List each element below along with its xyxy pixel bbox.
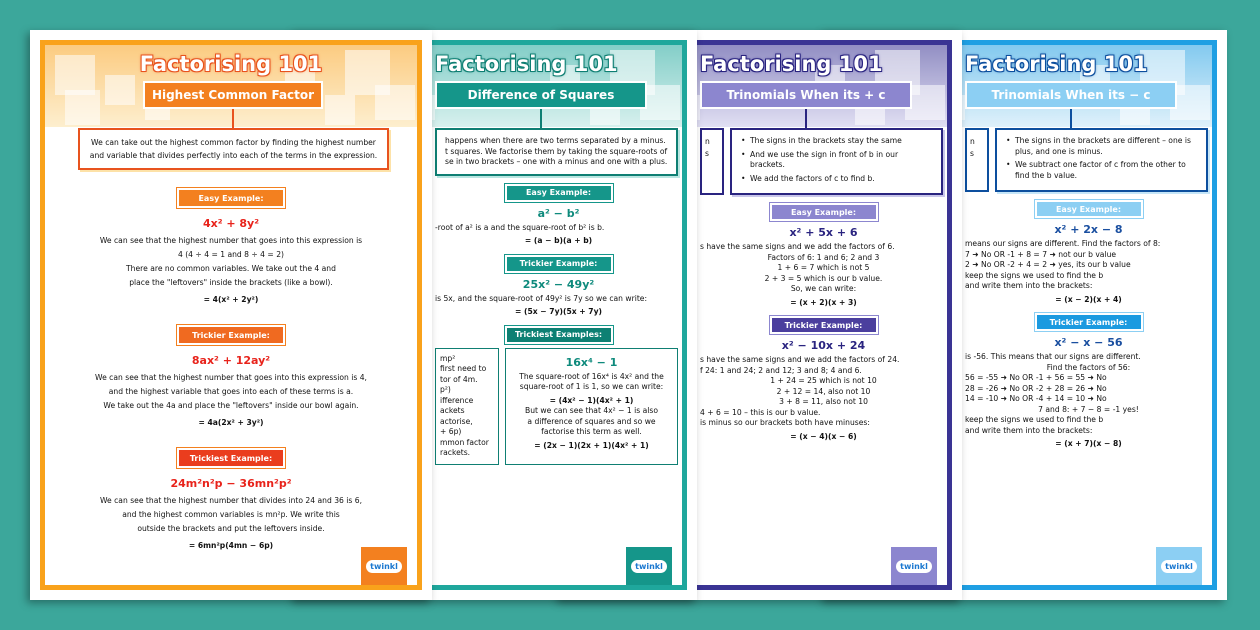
explanation-line: actorise, [440,416,473,426]
intro-box [435,128,678,176]
explanation-line: s have the same signs and we add the factors of 6. [700,242,895,251]
connector-line [1070,109,1072,128]
explanation-line: square-root of 1 is 1, so we can write: [519,382,664,391]
explanation-line: We take out the 4a and place the "leftovers" inside our bowl again. [103,401,359,410]
bullet-item: • The signs in the brackets are different – one is plus, and one is minus. [1005,136,1198,157]
explanation-line: = (2x − 1)(2x + 1)(4x² + 1) [534,440,649,450]
explanation-line: ackets [440,406,465,415]
worksheet-title: Factorising 101 [965,52,1148,76]
worksheet-content [965,128,1212,450]
explanation-line: 7 ➜ No OR -1 + 8 = 7 ➜ not our b value [965,249,1117,259]
worksheet-content [45,128,417,553]
answer: = (x − 2)(x + 4) [1055,294,1122,304]
expression: 25x² − 49y² [522,277,595,291]
subtitle-banner: Trinomials When its + c [700,81,912,109]
bullet-item: • And we use the sign in front of b in our brackets. [740,150,933,171]
explanation-line: 4 (4 ÷ 4 = 1 and 8 ÷ 4 = 2) [177,250,285,259]
expression: x² + 5x + 6 [789,226,858,239]
twinkl-logo-text: twinkl [366,560,402,573]
subtitle-banner: Difference of Squares [435,81,647,109]
decorative-square [65,90,100,125]
explanation-line: outside the brackets and put the leftovers inside. [137,524,325,533]
explanation-line: = (4x² − 1)(4x² + 1) [549,395,634,405]
side-line: n [970,137,975,146]
explanation-line: 7 and 8: + 7 − 8 = -1 yes! [1038,404,1139,414]
explanation-line: and the highest variable that goes into each of these terms is a. [108,387,354,396]
explanation-line: 4 + 6 = 10 – this is our b value. [700,407,821,417]
explanation-line: + 6p) [440,427,462,436]
answer: = 6mn²p(4mn − 6p) [188,541,274,550]
explanation-line: So, we can write: [790,284,857,293]
explanation-line: keep the signs we used to find the b [965,270,1104,280]
side-box [965,128,989,192]
explanation-line: tor of 4m. [440,374,478,384]
worksheet-highest-common-factor [30,30,432,600]
example-label: Trickier Example: [770,316,878,334]
explanation-line: factorise this term as well. [541,427,642,436]
side-box [700,128,724,195]
explanation-line: 28 = -26 ➜ No OR -2 + 28 = 26 ➜ No [965,383,1107,393]
explanation-line: means our signs are different. Find the factors of 8: [965,239,1161,248]
answer: = (x + 2)(x + 3) [790,297,857,307]
connector-line [805,109,807,128]
intro-line: We can take out the highest common factor by finding the highest number [91,138,376,147]
explanation-line: Factors of 6: 1 and 6; 2 and 3 [767,252,880,262]
intro-row [965,128,1208,192]
answer: = (5x − 7y)(5x + 7y) [514,307,603,316]
intro-line: t squares. We factorise them by taking the square-roots of [445,146,668,156]
explanation-line: mmon factor [440,437,489,447]
bullet-box [995,128,1208,192]
expression: 24m²n²p − 36mn²p² [170,477,292,490]
explanation-line: There are no common variables. We take out the 4 and [126,264,336,273]
side-line: s [705,149,709,158]
explanation-line: place the "leftovers" inside the brackets (like a bowl). [129,278,333,287]
subtitle-banner: Trinomials When its − c [965,81,1177,109]
answer: = (x + 7)(x − 8) [1055,439,1122,448]
connector-line [540,109,542,128]
example-label: Easy Example: [505,184,613,202]
explanation-line: and the highest common variables is mn²p. We write this [122,510,340,519]
explanation-line: 2 + 12 = 14, also not 10 [776,386,871,396]
expression: x² − x − 56 [1054,336,1123,349]
decorative-square [325,95,355,125]
connector-line [232,109,234,128]
expression: 4x² + 8y² [202,217,260,230]
twinkl-logo-text: twinkl [631,560,667,573]
explanation-line: a difference of squares and so we [527,416,656,426]
explanation-line: 56 = -55 ➜ No OR -1 + 56 = 55 ➜ No [965,373,1107,382]
intro-line: happens when there are two terms separated by a minus. [445,136,666,145]
example-box-left [435,348,499,465]
bullet-item: • We subtract one factor of c from the other to find the b value. [1005,160,1198,181]
explanation-line: ifference [440,395,474,405]
bullet-item: • The signs in the brackets stay the same [740,136,933,147]
explanation-line: 14 = -10 ➜ No OR -4 + 14 = 10 ➜ No [965,394,1107,403]
expression: 8ax² + 12ay² [191,354,271,367]
twinkl-logo [626,547,672,585]
intro-line: se in two brackets – one with a minus and one with a plus. [445,157,668,166]
bullet-item: • We add the factors of c to find b. [740,174,933,185]
explanation-line: We can see that the highest number that divides into 24 and 36 is 6, [99,496,363,505]
explanation-line: 16x⁴ − 1 [565,355,618,369]
explanation-line: The square-root of 16x⁴ is 4x² and the [519,371,664,381]
worksheet-frame [40,40,422,590]
explanation-line: Find the factors of 56: [1046,362,1131,372]
worksheet-title: Factorising 101 [700,52,883,76]
explanation-line: mp² [440,353,456,363]
explanation-line: p²) [440,385,451,394]
explanation-line: 1 + 24 = 25 which is not 10 [770,376,877,385]
bullet-box [730,128,943,195]
worksheet-title: Factorising 101 [139,52,323,76]
explanation-line: f 24: 1 and 24; 2 and 12; 3 and 8; 4 and 6. [700,365,862,375]
explanation-line: We can see that the highest number that goes into this expression is [99,236,363,245]
example-label: Trickiest Example: [177,448,285,468]
decorative-square [375,85,415,120]
example-box-right [505,348,678,465]
explanation-line: and write them into the brackets: [965,281,1093,290]
explanation-line: keep the signs we used to find the b [965,415,1104,424]
example-label: Trickiest Examples: [505,326,613,344]
explanation-line: first need to [440,364,487,373]
expression: x² − 10x + 24 [781,339,866,352]
explanation-line: and write them into the brackets: [965,425,1093,435]
worksheet-content [700,128,947,442]
explanation-line: 1 + 6 = 7 which is not 5 [777,263,870,272]
example-label: Easy Example: [1035,200,1143,218]
answer: = 4a(2x² + 3y²) [198,418,264,427]
worksheet-title: Factorising 101 [435,52,618,76]
example-label: Easy Example: [770,203,878,221]
example-label: Trickier Example: [1035,313,1143,331]
subtitle-banner: Highest Common Factor [143,81,323,109]
explanation-line: We can see that the highest number that goes into this expression is 4, [95,373,367,382]
expression: x² + 2x − 8 [1054,223,1123,236]
trickiest-examples [435,348,678,465]
intro-row [700,128,943,195]
explanation-line: s have the same signs and we add the factors of 24. [700,355,900,364]
decorative-square [105,75,135,105]
intro-box [78,128,389,170]
answer: = (a − b)(a + b) [524,236,593,245]
worksheet-content [435,128,682,465]
answer: = 4(x² + 2y²) [203,295,259,304]
answer: = (x − 4)(x − 6) [790,431,857,441]
explanation-line: 2 ➜ No OR -2 + 4 = 2 ➜ yes, its our b value [965,260,1131,269]
intro-line: and variable that divides perfectly into each of the terms in the expression. [89,151,378,160]
explanation-line: 2 + 3 = 5 which is our b value. [764,273,883,283]
example-label: Trickier Example: [505,255,613,273]
explanation-line: But we can see that 4x² − 1 is also [525,406,658,415]
explanation-line: is -56. This means that our signs are different. [965,352,1141,361]
example-label: Trickier Example: [177,325,285,345]
side-line: n [705,137,710,146]
expression: a² − b² [537,206,580,220]
twinkl-logo-text: twinkl [896,560,932,573]
twinkl-logo [361,547,407,585]
explanation-line: is minus so our brackets both have minuses: [700,418,870,427]
explanation-line: 3 + 8 = 11, also not 10 [779,397,868,406]
twinkl-logo-text: twinkl [1161,560,1197,573]
explanation-line: rackets. [440,448,471,457]
explanation-line: is 5x, and the square-root of 49y² is 7y so we can write: [435,293,648,303]
explanation-line: -root of a² is a and the square-root of b² is b. [435,222,605,232]
side-line: s [970,149,974,158]
twinkl-logo [891,547,937,585]
example-label: Easy Example: [177,188,285,208]
twinkl-logo [1156,547,1202,585]
